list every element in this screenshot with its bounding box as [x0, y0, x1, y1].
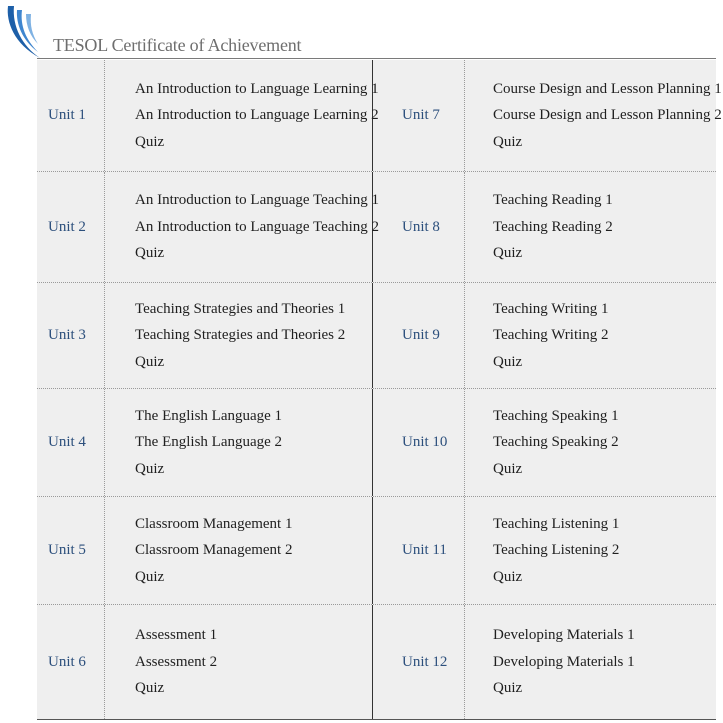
lesson-item: Teaching Reading 2	[493, 218, 613, 235]
unit-label: Unit 2	[37, 172, 105, 282]
lesson-list	[105, 60, 379, 171]
lesson-item: Quiz	[135, 245, 165, 262]
lesson-item: Quiz	[135, 680, 165, 697]
lesson-item: Quiz	[135, 353, 165, 370]
lesson-item: Quiz	[493, 680, 523, 697]
lesson-item: Quiz	[135, 568, 165, 585]
lesson-item: Teaching Writing 2	[493, 327, 609, 344]
lesson-item: Teaching Listening 1	[493, 515, 620, 532]
lesson-item: Teaching Speaking 2	[493, 434, 619, 451]
lesson-item: Quiz	[493, 568, 523, 585]
document-title: TESOL Certificate of Achievement	[53, 35, 302, 55]
lesson-item: Assessment 1	[135, 627, 218, 644]
lesson-item: Quiz	[493, 133, 523, 150]
unit-label: Unit 4	[37, 389, 105, 496]
lesson-item: Course Design and Lesson Planning 2	[493, 107, 722, 124]
lesson-list	[465, 605, 715, 719]
unit-label: Unit 11	[373, 497, 465, 604]
lesson-item: Teaching Listening 2	[493, 542, 620, 559]
lesson-list	[105, 283, 373, 388]
table-row	[37, 172, 716, 283]
lesson-item: The English Language 1	[135, 407, 283, 424]
table-row	[37, 497, 716, 605]
table-row	[37, 60, 722, 172]
lesson-item: Developing Materials 1	[493, 627, 635, 644]
unit-label: Unit 8	[373, 172, 465, 282]
wave-logo-icon	[4, 4, 44, 60]
lesson-item: An Introduction to Language Learning 2	[135, 107, 379, 124]
unit-label: Unit 5	[37, 497, 105, 604]
unit-label: Unit 10	[373, 389, 465, 496]
lesson-list	[465, 60, 722, 171]
lesson-item: An Introduction to Language Learning 1	[135, 80, 379, 97]
unit-label: Unit 12	[373, 605, 465, 719]
lesson-list	[465, 283, 715, 388]
table-row	[37, 389, 716, 497]
lesson-item: Teaching Strategies and Theories 2	[135, 327, 346, 344]
title-divider	[37, 58, 716, 59]
lesson-list	[465, 389, 715, 496]
lesson-list	[105, 389, 373, 496]
lesson-item: Developing Materials 1	[493, 653, 635, 670]
unit-label: Unit 3	[37, 283, 105, 388]
lesson-item: Teaching Writing 1	[493, 300, 609, 317]
lesson-item: Course Design and Lesson Planning 1	[493, 80, 722, 97]
lesson-item: Quiz	[135, 460, 165, 477]
lesson-item: Quiz	[493, 245, 523, 262]
unit-table	[37, 60, 722, 720]
lesson-item: Quiz	[135, 133, 165, 150]
lesson-item: Quiz	[493, 353, 523, 370]
lesson-item: Classroom Management 2	[135, 542, 293, 559]
table-row	[37, 283, 716, 389]
unit-label: Unit 9	[373, 283, 465, 388]
unit-label: Unit 1	[37, 60, 105, 171]
lesson-list	[105, 172, 380, 282]
lesson-item: Assessment 2	[135, 653, 218, 670]
lesson-item: Teaching Strategies and Theories 1	[135, 300, 346, 317]
lesson-item: Quiz	[493, 460, 523, 477]
lesson-item: An Introduction to Language Teaching 1	[135, 192, 380, 209]
lesson-list	[465, 172, 715, 282]
lesson-list	[105, 605, 373, 719]
unit-label: Unit 7	[373, 60, 465, 171]
lesson-item: Teaching Speaking 1	[493, 407, 619, 424]
lesson-item: Teaching Reading 1	[493, 192, 613, 209]
lesson-item: Classroom Management 1	[135, 515, 293, 532]
table-row	[37, 605, 716, 719]
lesson-item: The English Language 2	[135, 434, 283, 451]
lesson-list	[465, 497, 715, 604]
unit-label: Unit 6	[37, 605, 105, 719]
lesson-item: An Introduction to Language Teaching 2	[135, 218, 380, 235]
lesson-list	[105, 497, 373, 604]
